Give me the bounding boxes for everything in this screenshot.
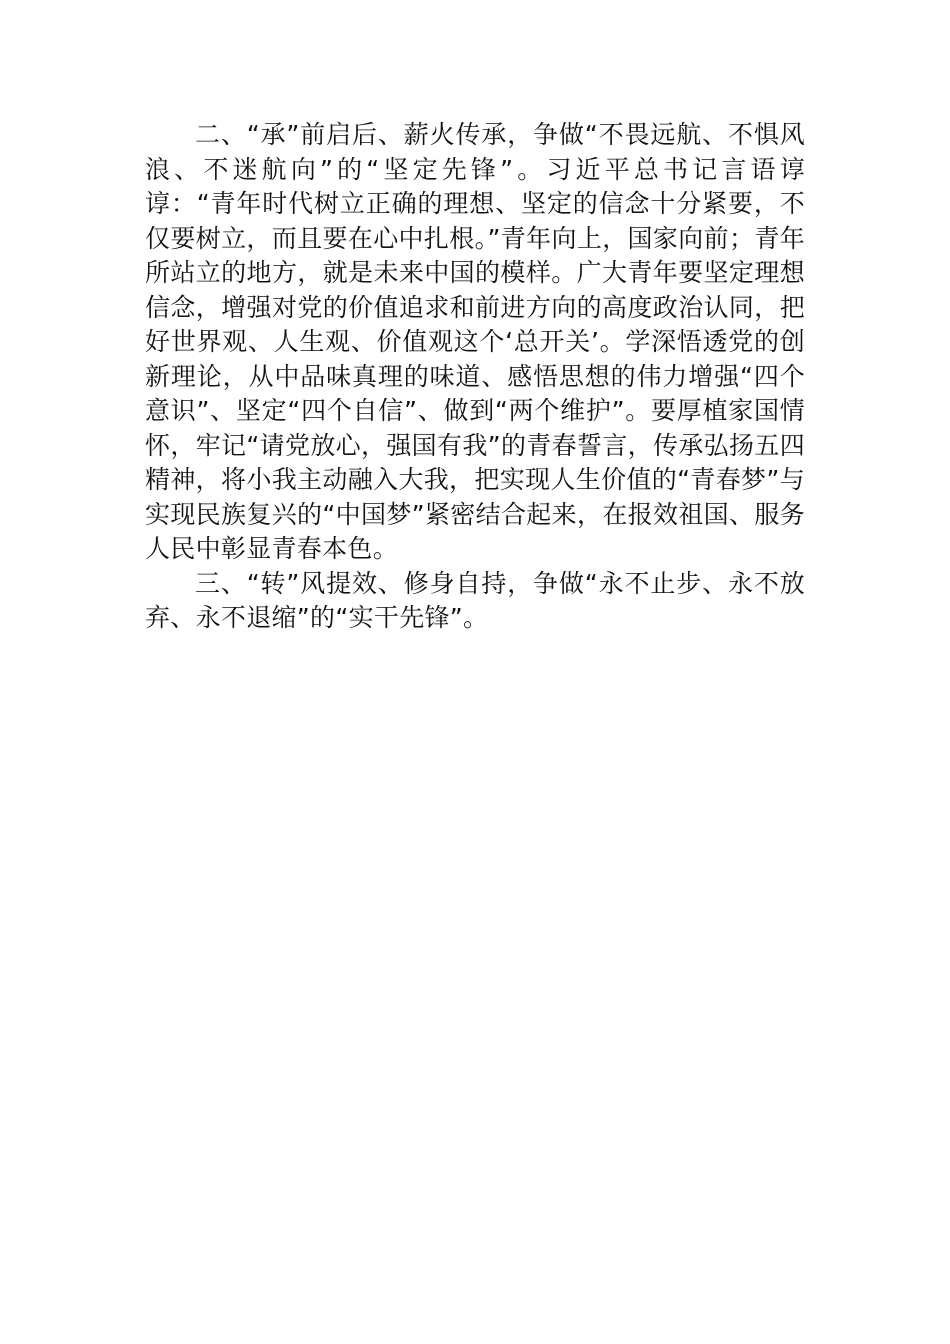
paragraph-section-three: 三、“转”风提效、修身自持，争做“永不止步、永不放弃、永不退缩”的“实干先锋”。: [145, 568, 805, 632]
document-body: [145, 118, 805, 636]
paragraph-section-two: 二、“承”前启后、薪火传承，争做“不畏远航、不惧风浪、不迷航向”的“坚定先锋”。习近平总书记言语谆谆：“青年时代树立正确的理想、坚定的信念十分紧要，不仅要树立，而且要在心中扎根。”青年向上，国家向前；青年所站立的地方，就是未来中国的模样。广大青年要坚定理想信念，增强对党的价值追求和前进方向的高度政治认同，把好世界观、人生观、价值观这个‘总开关’。学深悟透党的创新理论，从中品味真理的味道、感悟思想的伟力增强“四个意识”、坚定“四个自信”、做到“两个维护”。要厚植家国情怀，牢记“请党放心，强国有我”的青春誓言，传承弘扬五四精神，将小我主动融入大我，把实现人生价值的“青春梦”与实现民族复兴的“中国梦”紧密结合起来，在报效祖国、服务人民中彰显青春本色。: [145, 120, 805, 563]
